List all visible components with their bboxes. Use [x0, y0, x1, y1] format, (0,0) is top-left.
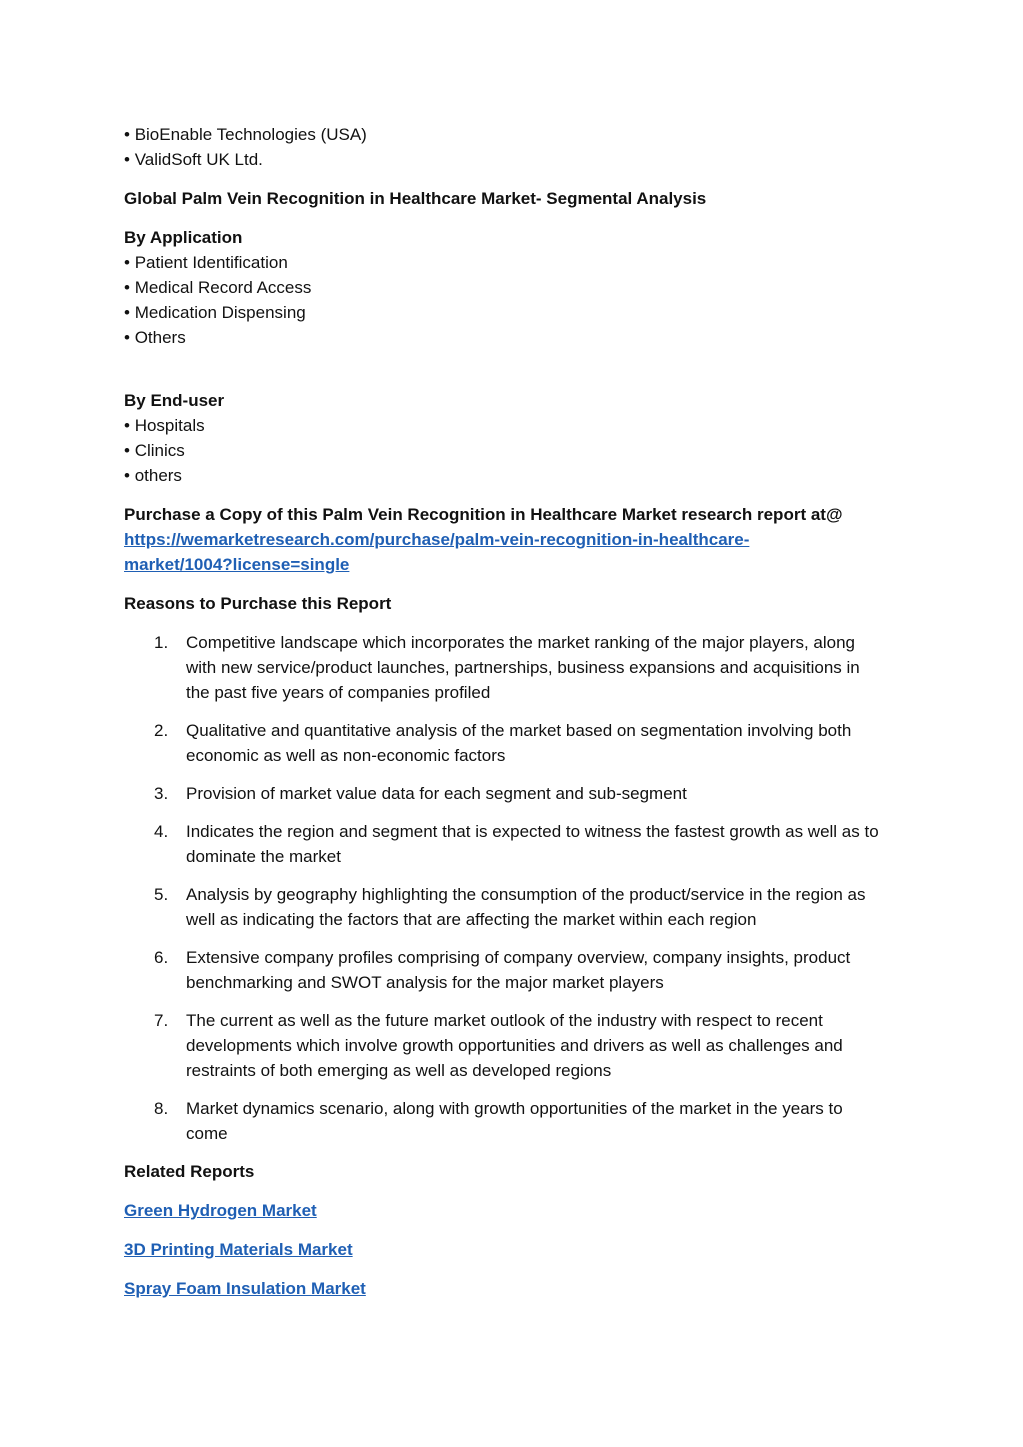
reasons-heading: Reasons to Purchase this Report	[124, 594, 392, 613]
reason-number: 7.	[154, 1011, 169, 1030]
reason-number: 8.	[154, 1099, 169, 1118]
application-item: • Medication Dispensing	[124, 300, 904, 325]
reason-line: benchmarking and SWOT analysis for the major market players	[186, 973, 664, 992]
end-user-item: • Hospitals	[124, 413, 904, 438]
reason-line: the past five years of companies profiled	[186, 683, 491, 702]
application-item: • Others	[124, 325, 904, 350]
reason-item	[124, 945, 906, 995]
reason-line: with new service/product launches, partnerships, business expansions and acquisitions in	[186, 658, 860, 677]
reason-line: come	[186, 1124, 228, 1143]
by-application-heading: By Application	[124, 228, 243, 247]
reason-number: 5.	[154, 885, 169, 904]
reason-line: Analysis by geography highlighting the consumption of the product/service in the region as	[186, 885, 866, 904]
related-reports-heading: Related Reports	[124, 1162, 255, 1181]
reason-line: Extensive company profiles comprising of company overview, company insights, product	[186, 948, 851, 967]
reasons-list	[124, 630, 904, 1146]
reason-item	[124, 819, 906, 869]
end-user-item: • Clinics	[124, 438, 904, 463]
reason-line: economic as well as non-economic factors	[186, 746, 506, 765]
reason-line: Indicates the region and segment that is expected to witness the fastest growth as well as to	[186, 822, 879, 841]
purchase-text: Purchase a Copy of this Palm Vein Recognition in Healthcare Market research report at@	[124, 505, 843, 524]
reason-number: 6.	[154, 948, 169, 967]
reason-number: 2.	[154, 721, 169, 740]
reason-item	[124, 630, 906, 705]
company-item: • ValidSoft UK Ltd.	[124, 147, 904, 172]
reason-line: dominate the market	[186, 847, 341, 866]
reason-item	[124, 1008, 906, 1083]
reason-line: Provision of market value data for each segment and sub-segment	[186, 784, 687, 803]
reason-number: 1.	[154, 633, 169, 652]
reason-line: Market dynamics scenario, along with growth opportunities of the market in the years to	[186, 1099, 843, 1118]
related-report-link-green-hydrogen[interactable]: Green Hydrogen Market	[124, 1201, 317, 1220]
purchase-link[interactable]: https://wemarketresearch.com/purchase/palm-vein-recognition-in-healthcare-	[124, 530, 750, 549]
reason-line: Qualitative and quantitative analysis of the market based on segmentation involving both	[186, 721, 852, 740]
by-end-user-heading: By End-user	[124, 391, 225, 410]
reason-number: 4.	[154, 822, 169, 841]
reason-line: well as indicating the factors that are affecting the market within each region	[186, 910, 757, 929]
reason-line: developments which involve growth opportunities and drivers as well as challenges and	[186, 1036, 843, 1055]
purchase-link-continued[interactable]: market/1004?license=single	[124, 555, 350, 574]
application-item: • Medical Record Access	[124, 275, 904, 300]
reason-line: Competitive landscape which incorporates the market ranking of the major players, along	[186, 633, 856, 652]
reason-item	[124, 882, 906, 932]
segmental-heading: Global Palm Vein Recognition in Healthcare Market- Segmental Analysis	[124, 189, 707, 208]
related-report-link-spray-foam[interactable]: Spray Foam Insulation Market	[124, 1279, 366, 1298]
end-user-item: • others	[124, 463, 904, 488]
company-item: • BioEnable Technologies (USA)	[124, 122, 904, 147]
reason-item	[124, 1096, 906, 1146]
reason-item	[124, 781, 906, 806]
application-item: • Patient Identification	[124, 250, 904, 275]
reason-line: restraints of both emerging as well as developed regions	[186, 1061, 612, 1080]
document-page	[124, 122, 904, 1301]
reason-line: The current as well as the future market outlook of the industry with respect to recent	[186, 1011, 823, 1030]
reason-number: 3.	[154, 784, 169, 803]
reason-item	[124, 718, 906, 768]
related-report-link-3d-printing[interactable]: 3D Printing Materials Market	[124, 1240, 353, 1259]
